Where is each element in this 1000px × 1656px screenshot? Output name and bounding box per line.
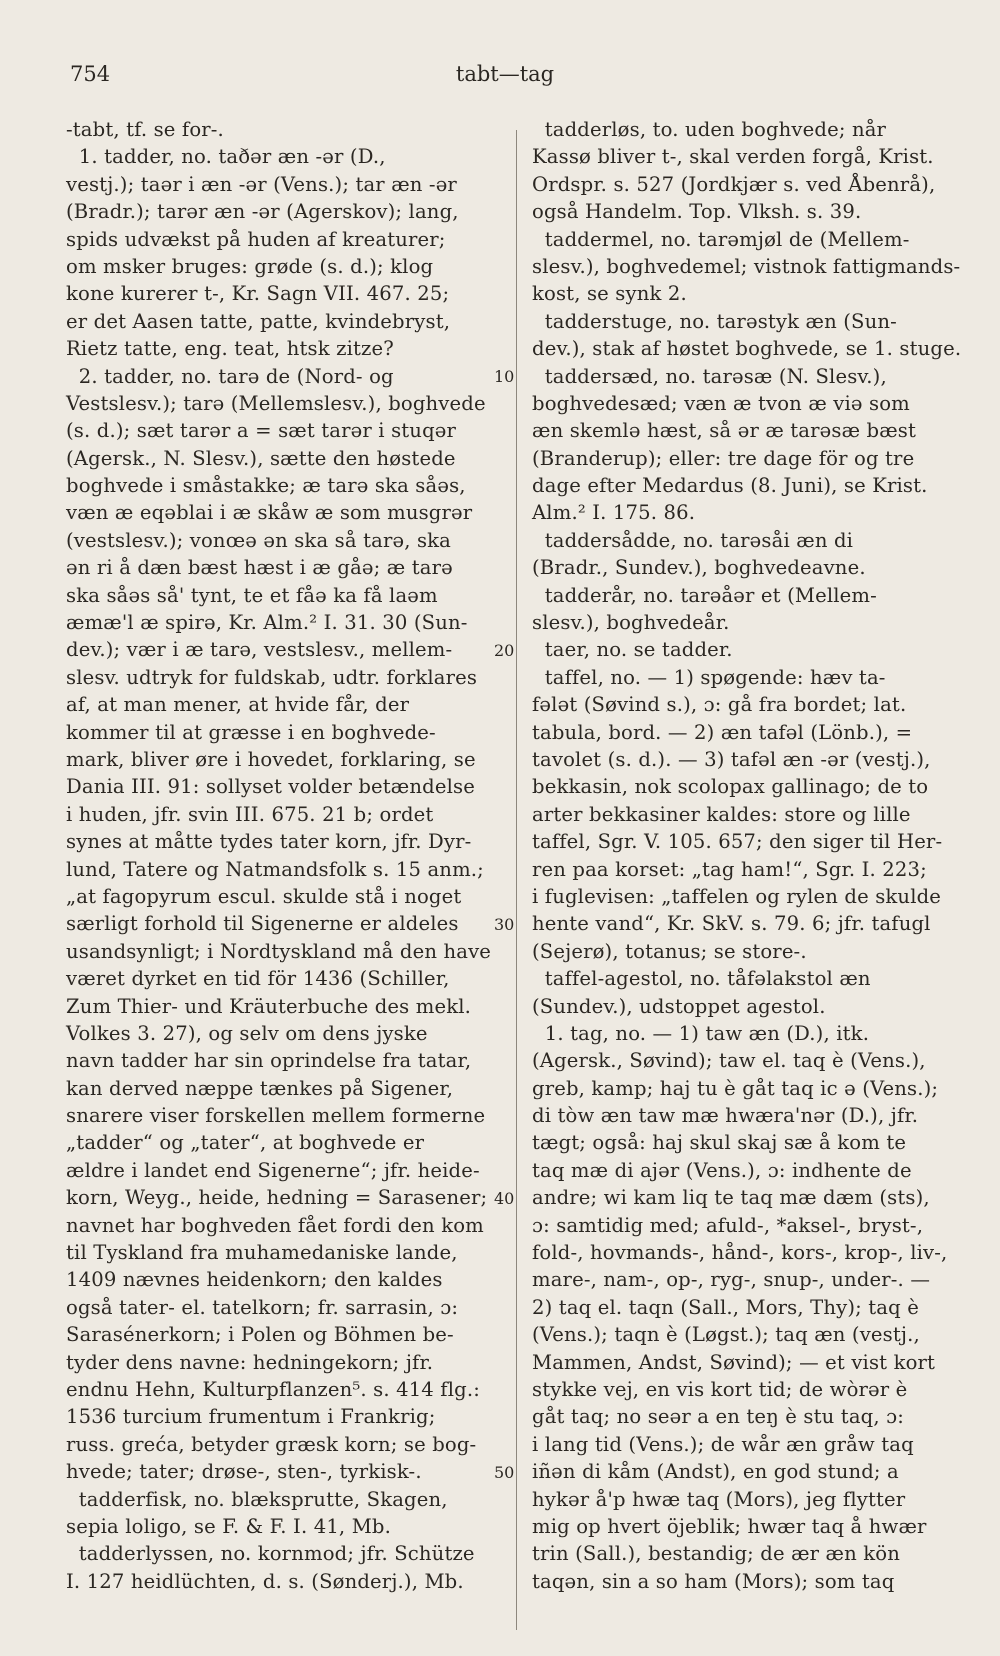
text-line: kone kurerer t-, Kr. Sagn VII. 467. 25; bbox=[66, 282, 450, 306]
text-line: „at fagopyrum escul. skulde stå i noget bbox=[66, 884, 462, 908]
text-line: 1. tag, no. — 1) taw æn (D.), itk. bbox=[532, 1021, 870, 1045]
text-line: æmæ'l æ spirə, Kr. Alm.² I. 31. 30 (Sun- bbox=[66, 611, 468, 635]
text-line: tabula, bord. — 2) æn tafəl (Lönb.), = bbox=[532, 720, 913, 744]
running-title: tabt—tag bbox=[455, 62, 555, 86]
text-line: tadderstuge, no. tarəstyk æn (Sun- bbox=[532, 309, 897, 333]
text-line: tadderløs, to. uden boghvede; når bbox=[532, 118, 887, 141]
text-line: trin (Sall.), bestandig; de ær æn kön bbox=[532, 1542, 900, 1566]
text-line: tadderfisk, no. blæksprutte, Skagen, bbox=[66, 1487, 448, 1511]
text-line: tægt; også: haj skul skaj sæ å kom te bbox=[532, 1131, 907, 1155]
text-line: gåt taq; no seər a en teŋ è stu taq, ɔ: bbox=[532, 1405, 904, 1429]
text-line: taffel, no. — 1) spøgende: hæv ta- bbox=[532, 665, 886, 689]
text-line: Kassø bliver t-, skal verden forgå, Krist. bbox=[532, 145, 934, 169]
text-line: boghvede i småstakke; æ tarə ska såəs, bbox=[66, 474, 466, 498]
text-line: I. 127 heidlüchten, d. s. (Sønderj.), Mb. bbox=[66, 1569, 464, 1593]
text-line: hente vand“, Kr. SkV. s. 79. 6; jfr. tafugl bbox=[532, 912, 931, 936]
text-line: ən ri å dæn bæst hæst i æ gåə; æ tarə bbox=[66, 556, 453, 580]
text-line: (Bradr., Sundev.), boghvedeavne. bbox=[532, 556, 866, 580]
text-line: 2. tadder, no. tarə de (Nord- og bbox=[66, 364, 394, 388]
text-line: taddersådde, no. tarəsåi æn di bbox=[532, 528, 854, 552]
text-line: arter bekkasiner kaldes: store og lille bbox=[532, 802, 911, 826]
text-line: slesv.), boghvedemel; vistnok fattigmands- bbox=[532, 254, 961, 278]
text-line: boghvedesæd; væn æ tvon æ viə som bbox=[532, 391, 910, 415]
text-line: væn æ eqəblai i æ skåw æ som musgrər bbox=[66, 501, 473, 525]
text-line: Alm.² I. 175. 86. bbox=[532, 501, 696, 525]
text-line: dev.), stak af høstet boghvede, se 1. stuge. bbox=[532, 337, 962, 361]
text-line: også tater- el. tatelkorn; fr. sarrasin, ɔ: bbox=[66, 1295, 459, 1319]
text-line: hvede; tater; drøse-, sten-, tyrkisk-. bbox=[66, 1460, 422, 1484]
text-line: i lang tid (Vens.); de wår æn gråw taq bbox=[532, 1432, 914, 1456]
text-line: slesv.), boghvedeår. bbox=[532, 611, 730, 635]
text-line: Zum Thier- und Kräuterbuche des mekl. bbox=[66, 994, 472, 1018]
text-line: kost, se synk 2. bbox=[532, 282, 687, 306]
right-column bbox=[532, 116, 972, 1595]
text-line: Dania III. 91: sollyset volder betændelse bbox=[66, 775, 475, 799]
line-number: 10 bbox=[494, 366, 515, 386]
text-line: snarere viser forskellen mellem formerne bbox=[66, 1104, 486, 1128]
line-number: 30 bbox=[494, 914, 515, 934]
text-line: -tabt, tf. se for-. bbox=[66, 118, 224, 141]
text-line: spids udvækst på huden af kreaturer; bbox=[66, 227, 446, 251]
text-line: også Handelm. Top. Vlksh. s. 39. bbox=[532, 200, 862, 224]
line-number: 40 bbox=[494, 1188, 515, 1208]
text-line: „tadder“ og „tater“, at boghvede er bbox=[66, 1131, 425, 1155]
text-line: af, at man mener, at hvide får, der bbox=[66, 693, 410, 717]
page-number: 754 bbox=[70, 62, 111, 86]
text-line: taer, no. se tadder. bbox=[532, 638, 733, 662]
text-line: ska såəs så' tynt, te et fåə ka få laəm bbox=[66, 583, 438, 607]
text-line: tadderlyssen, no. kornmod; jfr. Schütze bbox=[66, 1542, 475, 1566]
text-line: dev.); vær i æ tarə, vestslesv., mellem- bbox=[66, 638, 453, 662]
text-line: (Branderup); eller: tre dage för og tre bbox=[532, 446, 915, 470]
text-line: (Sejerø), totanus; se store-. bbox=[532, 939, 807, 963]
text-line: usandsynligt; i Nordtyskland må den have bbox=[66, 939, 492, 963]
left-column bbox=[66, 116, 496, 1595]
text-line: (Sundev.), udstoppet agestol. bbox=[532, 994, 826, 1018]
text-line: fold-, hovmands-, hånd-, kors-, krop-, liv-, bbox=[532, 1241, 948, 1265]
text-line: 1536 turcium frumentum i Frankrig; bbox=[66, 1405, 436, 1429]
text-line: (Agersk., N. Slesv.), sætte den høstede bbox=[66, 446, 456, 470]
text-line: Rietz tatte, eng. teat, htsk zitze? bbox=[66, 337, 394, 361]
text-line: 1. tadder, no. taðər æn -ər (D., bbox=[66, 145, 386, 169]
text-line: slesv. udtryk for fuldskab, udtr. forklares bbox=[66, 665, 478, 689]
line-number: 20 bbox=[494, 640, 515, 660]
text-line: lund, Tatere og Natmandsfolk s. 15 anm.; bbox=[66, 857, 484, 881]
text-line: (Vens.); taqn è (Løgst.); taq æn (vestj., bbox=[532, 1323, 920, 1347]
text-line: ren paa korset: „tag ham!“, Sgr. I. 223; bbox=[532, 857, 927, 881]
text-line: navn tadder har sin oprindelse fra tatar, bbox=[66, 1049, 472, 1073]
text-line: endnu Hehn, Kulturpflanzen⁵. s. 414 flg.: bbox=[66, 1377, 480, 1401]
text-line: 1409 nævnes heidenkorn; den kaldes bbox=[66, 1268, 443, 1292]
text-line: været dyrket en tid för 1436 (Schiller, bbox=[66, 967, 450, 991]
text-line: fələt (Søvind s.), ɔ: gå fra bordet; lat. bbox=[532, 693, 907, 717]
text-line: mig op hvert öjeblik; hwær taq å hwær bbox=[532, 1514, 927, 1538]
text-line: om msker bruges: grøde (s. d.); klog bbox=[66, 254, 434, 278]
text-line: Vestslesv.); tarə (Mellemslesv.), boghvede bbox=[66, 391, 486, 415]
text-line: taddersæd, no. tarəsæ (N. Slesv.), bbox=[532, 364, 887, 388]
text-line: russ. greća, betyder græsk korn; se bog- bbox=[66, 1432, 477, 1456]
text-line: korn, Weyg., heide, hedning = Sarasener; bbox=[66, 1186, 488, 1210]
text-line: vestj.); taər i æn -ər (Vens.); tar æn -ər bbox=[66, 172, 457, 196]
text-line: taffel, Sgr. V. 105. 657; den siger til Her- bbox=[532, 830, 943, 854]
line-number: 50 bbox=[494, 1462, 515, 1482]
text-line: navnet har boghveden fået fordi den kom bbox=[66, 1213, 484, 1237]
text-line: særligt forhold til Sigenerne er aldeles bbox=[66, 912, 459, 936]
text-line: tadderår, no. tarəåər et (Mellem- bbox=[532, 583, 877, 607]
text-line: i fuglevisen: „taffelen og rylen de skulde bbox=[532, 884, 942, 908]
text-line: Mammen, Andst, Søvind); — et vist kort bbox=[532, 1350, 936, 1374]
text-line: er det Aasen tatte, patte, kvindebryst, bbox=[66, 309, 451, 333]
text-line: taddermel, no. tarəmjøl de (Mellem- bbox=[532, 227, 910, 251]
text-line: taffel-agestol, no. tåfəlakstol æn bbox=[532, 967, 871, 991]
text-line: (s. d.); sæt tarər a = sæt tarər i stuqər bbox=[66, 419, 457, 443]
text-line: sepia loligo, se F. & F. I. 41, Mb. bbox=[66, 1514, 391, 1538]
text-line: tavolet (s. d.). — 3) tafəl æn -ər (vestj.), bbox=[532, 747, 931, 771]
text-line: tyder dens navne: hedningekorn; jfr. bbox=[66, 1350, 434, 1374]
text-line: mark, bliver øre i hovedet, forklaring, se bbox=[66, 747, 476, 771]
text-line: kommer til at græsse i en boghvede- bbox=[66, 720, 436, 744]
column-divider bbox=[516, 130, 517, 1630]
text-line: taq mæ di ajər (Vens.), ɔ: indhente de bbox=[532, 1158, 912, 1182]
text-line: stykke vej, en vis kort tid; de wòrər è bbox=[532, 1377, 908, 1401]
text-line: (vestslesv.); vonœə ən ska så tarə, ska bbox=[66, 528, 452, 552]
text-line: Ordspr. s. 527 (Jordkjær s. ved Åbenrå), bbox=[532, 172, 936, 196]
text-line: i huden, jfr. svin III. 675. 21 b; ordet bbox=[66, 802, 434, 826]
text-line: 2) taq el. taqn (Sall., Mors, Thy); taq è bbox=[532, 1295, 919, 1319]
text-line: Sarasénerkorn; i Polen og Böhmen be- bbox=[66, 1323, 454, 1347]
text-line: Volkes 3. 27), og selv om dens jyske bbox=[66, 1021, 428, 1045]
text-line: æn skemlə hæst, så ər æ tarəsæ bæst bbox=[532, 419, 917, 443]
text-line: dage efter Medardus (8. Juni), se Krist. bbox=[532, 474, 928, 498]
text-line: til Tyskland fra muhamedaniske lande, bbox=[66, 1241, 458, 1265]
text-line: andre; wi kam liq te taq mæ dæm (sts), bbox=[532, 1186, 930, 1210]
text-line: hykər å'p hwæ taq (Mors), jeg flytter bbox=[532, 1487, 906, 1511]
text-line: synes at måtte tydes tater korn, jfr. Dyr- bbox=[66, 830, 472, 854]
text-line: greb, kamp; haj tu è gåt taq ic ə (Vens.); bbox=[532, 1076, 939, 1100]
text-line: mare-, nam-, op-, ryg-, snup-, under-. — bbox=[532, 1268, 931, 1292]
text-line: (Agersk., Søvind); taw el. taq è (Vens.), bbox=[532, 1049, 926, 1073]
text-line: bekkasin, nok scolopax gallinago; de to bbox=[532, 775, 929, 799]
text-line: kan derved næppe tænkes på Sigener, bbox=[66, 1076, 454, 1100]
page-header bbox=[70, 62, 940, 92]
text-line: taqən, sin a so ham (Mors); som taq bbox=[532, 1569, 895, 1593]
text-line: ɔ: samtidig med; afuld-, *aksel-, bryst-, bbox=[532, 1213, 924, 1237]
text-line: ældre i landet end Sigenerne“; jfr. heide- bbox=[66, 1158, 480, 1182]
text-line: iñən di kåm (Andst), en god stund; a bbox=[532, 1460, 899, 1484]
text-line: di tòw æn taw mæ hwæra'nər (D.), jfr. bbox=[532, 1104, 919, 1128]
text-line: (Bradr.); tarər æn -ər (Agerskov); lang, bbox=[66, 200, 459, 224]
